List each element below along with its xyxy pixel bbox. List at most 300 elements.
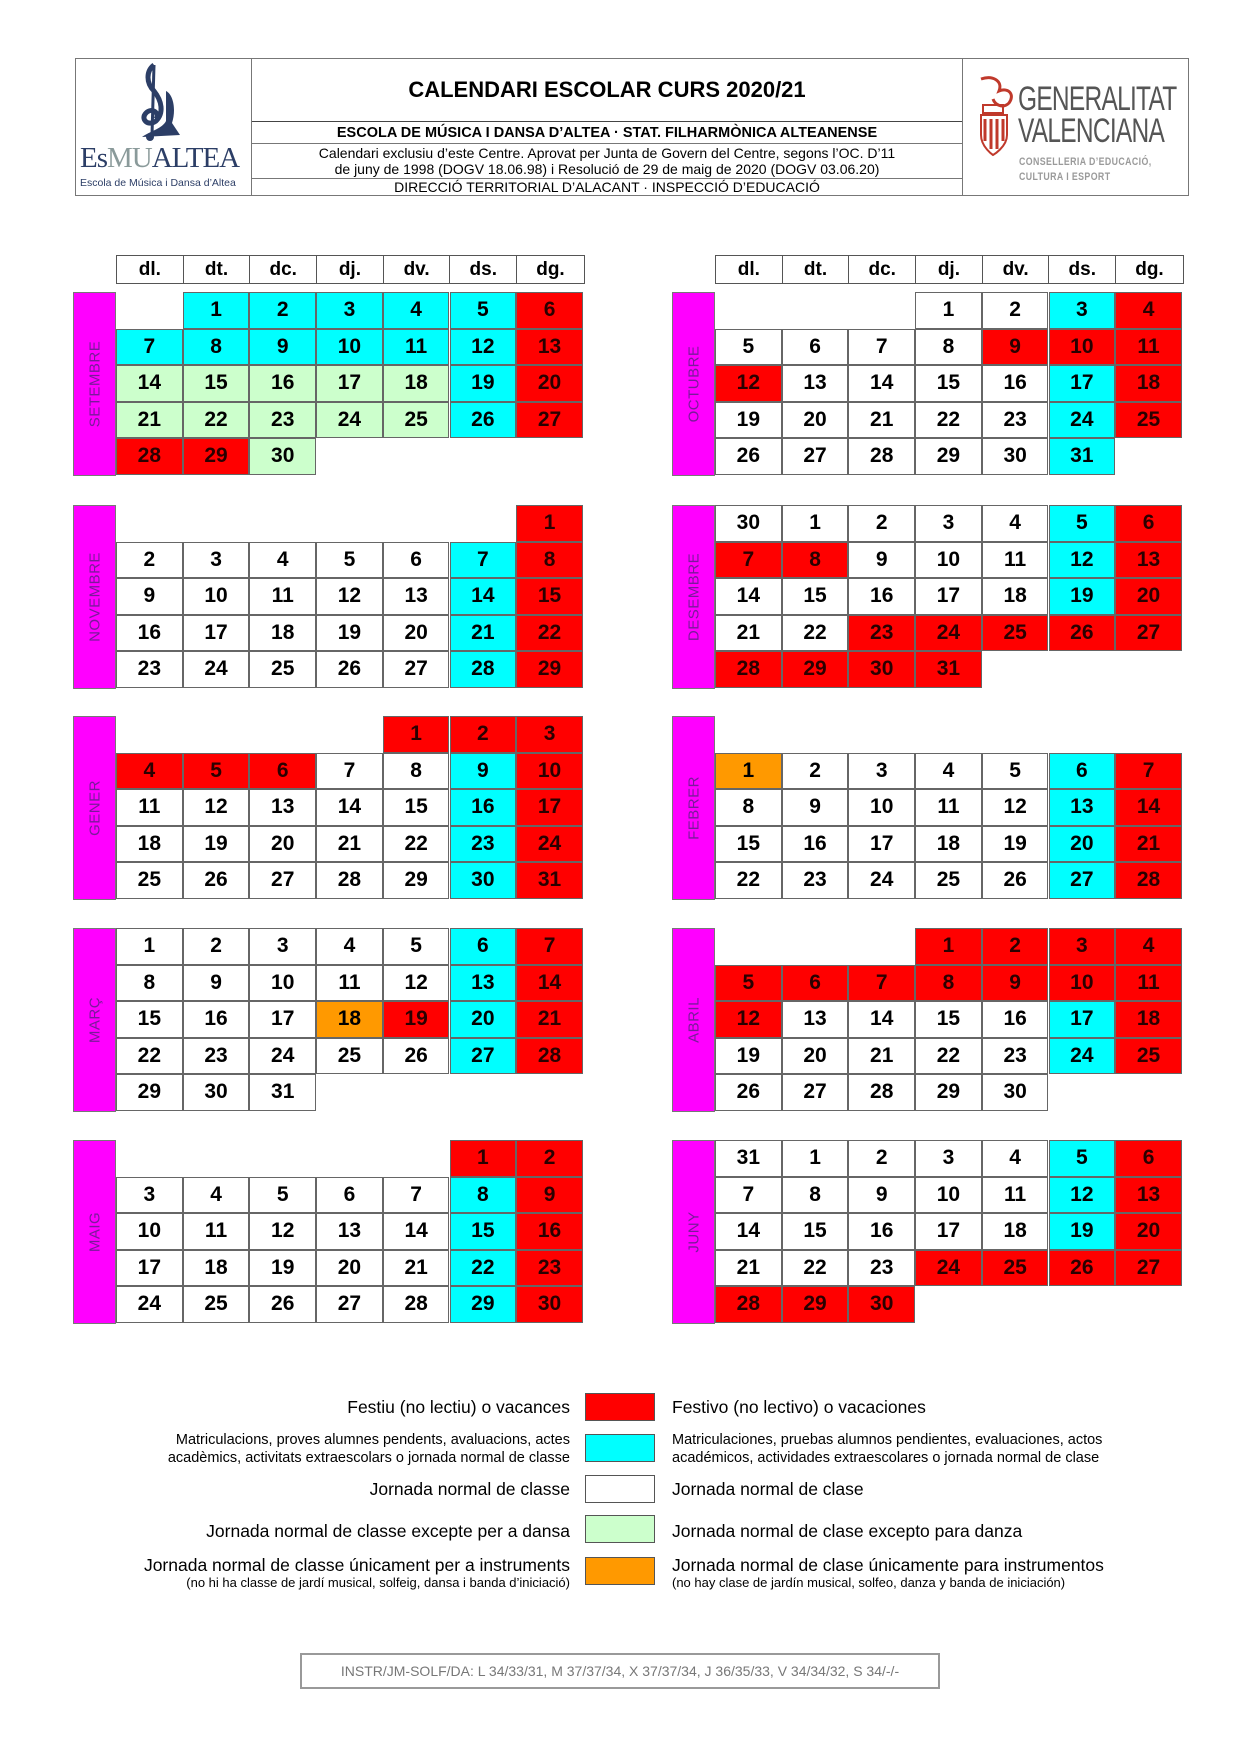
day-cell: 28 — [848, 1074, 915, 1111]
weekday-label: ds. — [1049, 256, 1116, 283]
day-cell: 25 — [915, 862, 982, 899]
day-cell: 6 — [1115, 1140, 1182, 1177]
day-cell: 1 — [915, 928, 982, 965]
day-cell: 17 — [116, 1250, 183, 1287]
esmualtea-logo — [76, 59, 252, 195]
day-cell: 25 — [116, 862, 183, 899]
day-cell: 25 — [183, 1286, 250, 1323]
day-cell: 13 — [782, 365, 849, 402]
day-cell: 24 — [316, 402, 383, 439]
day-cell: 21 — [383, 1250, 450, 1287]
day-cell: 12 — [982, 789, 1049, 826]
day-cell: 19 — [450, 365, 517, 402]
day-cell: 16 — [249, 365, 316, 402]
day-cell: 12 — [316, 578, 383, 615]
day-cell: 29 — [183, 438, 250, 475]
day-cell: 8 — [516, 542, 583, 579]
day-cell: 10 — [183, 578, 250, 615]
day-cell: 30 — [516, 1286, 583, 1323]
header-box — [75, 58, 1189, 196]
day-cell: 23 — [516, 1250, 583, 1287]
day-cell: 28 — [1115, 862, 1182, 899]
day-cell: 13 — [782, 1001, 849, 1038]
day-cell: 9 — [450, 753, 517, 790]
day-cell: 29 — [782, 1286, 849, 1323]
day-cell: 9 — [249, 329, 316, 366]
day-cell: 23 — [183, 1038, 250, 1075]
month-label — [672, 928, 715, 1112]
day-cell: 21 — [848, 402, 915, 439]
day-cell: 24 — [1049, 1038, 1116, 1075]
weekday-label: ds. — [450, 256, 517, 283]
day-cell: 8 — [915, 965, 982, 1002]
day-cell: 9 — [782, 789, 849, 826]
day-cell: 29 — [450, 1286, 517, 1323]
day-cell: 4 — [183, 1177, 250, 1214]
month-label — [672, 716, 715, 900]
day-cell: 2 — [516, 1140, 583, 1177]
day-cell: 23 — [848, 1250, 915, 1287]
day-cell: 3 — [249, 928, 316, 965]
day-cell: 3 — [116, 1177, 183, 1214]
treble-clef-dancer-icon — [128, 61, 188, 143]
day-cell: 18 — [383, 365, 450, 402]
day-cell: 25 — [1115, 402, 1182, 439]
day-cell: 13 — [1115, 542, 1182, 579]
legend-label-val-line2: (no hi ha classe de jardí musical, solfeig, dansa i banda d’iniciació) — [186, 1575, 570, 1590]
day-cell: 12 — [1049, 1177, 1116, 1214]
day-cell: 8 — [183, 329, 250, 366]
legend-label-val-line1: Matriculacions, proves alumnes pendents, avaluacions, actes — [175, 1432, 570, 1448]
legend-label-es — [672, 1431, 1102, 1467]
weekday-label: dl. — [117, 256, 184, 283]
day-cell: 27 — [316, 1286, 383, 1323]
day-cell: 17 — [915, 578, 982, 615]
day-cell: 3 — [183, 542, 250, 579]
day-cell: 8 — [782, 1177, 849, 1214]
day-cell: 1 — [116, 928, 183, 965]
day-cell: 19 — [715, 1038, 782, 1075]
day-cell: 21 — [450, 615, 517, 652]
day-cell: 7 — [1115, 753, 1182, 790]
day-cell: 28 — [848, 438, 915, 475]
day-cell: 8 — [715, 789, 782, 826]
day-cell: 20 — [450, 1001, 517, 1038]
day-cell: 5 — [1049, 1140, 1116, 1177]
day-cell: 6 — [1115, 505, 1182, 542]
day-cell: 6 — [782, 965, 849, 1002]
legend-label-val: Festiu (no lectiu) o vacances — [347, 1397, 570, 1417]
month-name: SETEMBRE — [86, 340, 103, 428]
approval-note-line2: de juny de 1998 (DOGV 18.06.98) i Resolució de 29 de maig de 2020 (DOGV 03.06.20) — [334, 161, 880, 178]
day-cell: 13 — [1115, 1177, 1182, 1214]
day-cell: 20 — [1115, 578, 1182, 615]
generalitat-line1: GENERALITAT — [1018, 80, 1177, 118]
day-cell: 28 — [715, 651, 782, 688]
day-cell: 21 — [316, 826, 383, 863]
day-cell: 10 — [1049, 965, 1116, 1002]
day-cell: 4 — [249, 542, 316, 579]
day-cell: 13 — [1049, 789, 1116, 826]
day-cell: 10 — [316, 329, 383, 366]
day-cell: 4 — [982, 505, 1049, 542]
weekday-label: dv. — [384, 256, 451, 283]
day-cell: 4 — [1115, 292, 1182, 329]
month-label — [672, 292, 715, 476]
weekday-label: dj. — [317, 256, 384, 283]
month-name: OCTUBRE — [685, 345, 702, 423]
month-label — [73, 928, 116, 1112]
day-cell: 9 — [516, 1177, 583, 1214]
legend-label-es-line2: (no hay clase de jardín musical, solfeo, danza y banda de iniciación) — [672, 1575, 1066, 1590]
legend-swatch-white — [585, 1475, 655, 1503]
legend-label-es: Jornada normal de clase — [672, 1479, 864, 1499]
day-cell: 21 — [1115, 826, 1182, 863]
day-cell: 15 — [116, 1001, 183, 1038]
day-cell: 25 — [316, 1038, 383, 1075]
day-cell: 20 — [1115, 1213, 1182, 1250]
day-cell: 5 — [1049, 505, 1116, 542]
day-cell: 13 — [316, 1213, 383, 1250]
day-cell: 20 — [782, 1038, 849, 1075]
day-cell: 7 — [516, 928, 583, 965]
day-cell: 15 — [782, 1213, 849, 1250]
weekday-label: dt. — [783, 256, 850, 283]
day-cell: 1 — [715, 753, 782, 790]
day-cell: 6 — [249, 753, 316, 790]
day-cell: 18 — [116, 826, 183, 863]
day-cell: 11 — [982, 1177, 1049, 1214]
day-cell: 4 — [316, 928, 383, 965]
day-cell: 27 — [1115, 1250, 1182, 1287]
day-cell: 26 — [316, 651, 383, 688]
day-cell: 19 — [316, 615, 383, 652]
day-cell: 8 — [915, 329, 982, 366]
day-cell: 26 — [1049, 615, 1116, 652]
month-name: NOVEMBRE — [86, 552, 103, 642]
weekday-label: dc. — [250, 256, 317, 283]
day-cell: 10 — [915, 1177, 982, 1214]
day-cell: 21 — [116, 402, 183, 439]
generalitat-logo — [963, 59, 1188, 195]
day-cell: 27 — [1049, 862, 1116, 899]
day-cell: 12 — [383, 965, 450, 1002]
day-cell: 5 — [982, 753, 1049, 790]
day-cell: 5 — [249, 1177, 316, 1214]
page-title: CALENDARI ESCOLAR CURS 2020/21 — [252, 59, 962, 122]
day-cell: 1 — [782, 505, 849, 542]
day-cell: 15 — [915, 365, 982, 402]
legend-label-es-line2: académicos, actividades extraescolares o jornada normal de clase — [672, 1450, 1100, 1466]
day-cell: 12 — [183, 789, 250, 826]
month-label — [672, 505, 715, 689]
day-cell: 25 — [1115, 1038, 1182, 1075]
month-name: DESEMBRE — [685, 552, 702, 642]
day-cell: 11 — [183, 1213, 250, 1250]
day-cell: 6 — [1049, 753, 1116, 790]
day-cell: 16 — [516, 1213, 583, 1250]
day-cell: 10 — [1049, 329, 1116, 366]
month-name: GENER — [86, 780, 103, 836]
day-cell: 18 — [183, 1250, 250, 1287]
day-cell: 26 — [249, 1286, 316, 1323]
day-cell: 14 — [316, 789, 383, 826]
day-cell: 23 — [848, 615, 915, 652]
day-cell: 3 — [915, 505, 982, 542]
day-cell: 5 — [715, 329, 782, 366]
day-cell: 17 — [1049, 365, 1116, 402]
day-cell: 1 — [915, 292, 982, 329]
weekday-header-right — [715, 255, 1184, 284]
day-cell: 25 — [982, 615, 1049, 652]
day-cell: 23 — [116, 651, 183, 688]
day-cell: 15 — [450, 1213, 517, 1250]
day-cell: 11 — [915, 789, 982, 826]
day-cell: 4 — [383, 292, 450, 329]
day-cell: 10 — [116, 1213, 183, 1250]
day-cell: 30 — [715, 505, 782, 542]
day-cell: 10 — [249, 965, 316, 1002]
day-cell: 14 — [450, 578, 517, 615]
day-cell: 3 — [1049, 292, 1116, 329]
day-cell: 24 — [516, 826, 583, 863]
day-cell: 18 — [915, 826, 982, 863]
day-cell: 27 — [1115, 615, 1182, 652]
legend-label-val-line1: Jornada normal de classe únicament per a instruments — [143, 1555, 570, 1575]
directorate: DIRECCIÓ TERRITORIAL D’ALACANT · INSPECCIÓ D’EDUCACIÓ — [394, 179, 820, 196]
day-cell: 16 — [848, 578, 915, 615]
day-cell: 10 — [848, 789, 915, 826]
day-cell: 14 — [848, 1001, 915, 1038]
weekday-label: dc. — [849, 256, 916, 283]
day-cell: 19 — [249, 1250, 316, 1287]
weekday-header-left — [116, 255, 585, 284]
day-cell: 18 — [982, 1213, 1049, 1250]
day-cell: 10 — [915, 542, 982, 579]
day-cell: 2 — [982, 928, 1049, 965]
day-cell: 9 — [848, 542, 915, 579]
day-cell: 3 — [915, 1140, 982, 1177]
day-cell: 31 — [1049, 438, 1116, 475]
month-name: MAIG — [86, 1211, 103, 1253]
day-cell: 26 — [982, 862, 1049, 899]
day-cell: 28 — [316, 862, 383, 899]
day-cell: 28 — [116, 438, 183, 475]
day-cell: 11 — [249, 578, 316, 615]
day-cell: 26 — [715, 438, 782, 475]
legend-label-val-line2: acadèmics, activitats extraescolars o jornada normal de classe — [167, 1450, 570, 1466]
day-cell: 18 — [1115, 1001, 1182, 1038]
day-cell: 9 — [982, 329, 1049, 366]
day-cell: 14 — [116, 365, 183, 402]
month-label — [73, 716, 116, 900]
legend-swatch-green — [585, 1515, 655, 1543]
day-cell: 2 — [116, 542, 183, 579]
day-cell: 16 — [116, 615, 183, 652]
day-cell: 20 — [782, 402, 849, 439]
day-cell: 30 — [249, 438, 316, 475]
day-cell: 23 — [782, 862, 849, 899]
day-cell: 21 — [715, 1250, 782, 1287]
day-cell: 27 — [383, 651, 450, 688]
day-cell: 11 — [1115, 965, 1182, 1002]
day-cell: 11 — [982, 542, 1049, 579]
day-cell: 5 — [316, 542, 383, 579]
weekday-label: dl. — [716, 256, 783, 283]
day-cell: 5 — [450, 292, 517, 329]
esmualtea-wordmark: EsMUALTEA — [80, 142, 240, 174]
day-cell: 31 — [516, 862, 583, 899]
day-cell: 22 — [715, 862, 782, 899]
day-cell: 30 — [848, 1286, 915, 1323]
day-cell: 9 — [116, 578, 183, 615]
day-cell: 19 — [383, 1001, 450, 1038]
day-cell: 2 — [848, 1140, 915, 1177]
day-cell: 18 — [249, 615, 316, 652]
day-cell: 19 — [982, 826, 1049, 863]
day-cell: 7 — [848, 329, 915, 366]
day-cell: 15 — [915, 1001, 982, 1038]
day-cell: 12 — [249, 1213, 316, 1250]
day-cell: 21 — [848, 1038, 915, 1075]
day-cell: 5 — [715, 965, 782, 1002]
day-cell: 24 — [249, 1038, 316, 1075]
generalitat-crest-icon — [973, 75, 1019, 165]
day-cell: 17 — [183, 615, 250, 652]
day-cell: 22 — [782, 615, 849, 652]
day-cell: 11 — [116, 789, 183, 826]
legend-swatch-orange — [585, 1557, 655, 1585]
month-label — [73, 292, 116, 476]
day-cell: 16 — [450, 789, 517, 826]
day-cell: 8 — [383, 753, 450, 790]
day-cell: 31 — [249, 1074, 316, 1111]
month-label — [672, 1140, 715, 1324]
day-cell: 14 — [1115, 789, 1182, 826]
day-cell: 12 — [715, 365, 782, 402]
day-cell: 21 — [715, 615, 782, 652]
day-cell: 26 — [383, 1038, 450, 1075]
weekday-label: dt. — [184, 256, 251, 283]
day-cell: 20 — [316, 1250, 383, 1287]
day-cell: 9 — [848, 1177, 915, 1214]
month-name: FEBRER — [685, 776, 702, 840]
day-cell: 22 — [116, 1038, 183, 1075]
day-cell: 24 — [183, 651, 250, 688]
day-cell: 18 — [982, 578, 1049, 615]
day-cell: 29 — [516, 651, 583, 688]
legend-label-es — [672, 1556, 1104, 1590]
day-cell: 15 — [516, 578, 583, 615]
day-cell: 7 — [715, 542, 782, 579]
day-cell: 13 — [450, 965, 517, 1002]
day-cell: 30 — [848, 651, 915, 688]
hours-footer: INSTR/JM-SOLF/DA: L 34/33/31, M 37/37/34, X 37/37/34, J 36/35/33, V 34/34/32, S 34/-/- — [300, 1653, 940, 1689]
day-cell: 9 — [183, 965, 250, 1002]
day-cell: 1 — [782, 1140, 849, 1177]
day-cell: 16 — [982, 365, 1049, 402]
day-cell: 27 — [249, 862, 316, 899]
day-cell: 29 — [383, 862, 450, 899]
conselleria-line2: CULTURA I ESPORT — [1019, 171, 1111, 183]
day-cell: 4 — [982, 1140, 1049, 1177]
day-cell: 8 — [116, 965, 183, 1002]
day-cell: 2 — [450, 716, 517, 753]
day-cell: 24 — [116, 1286, 183, 1323]
day-cell: 30 — [982, 438, 1049, 475]
day-cell: 28 — [516, 1038, 583, 1075]
esmualtea-subtitle: Escola de Música i Dansa d’Altea — [80, 177, 236, 189]
day-cell: 4 — [116, 753, 183, 790]
day-cell: 22 — [450, 1250, 517, 1287]
day-cell: 15 — [383, 789, 450, 826]
month-name: MARÇ — [86, 996, 103, 1044]
legend-swatch-red — [585, 1393, 655, 1421]
conselleria-line1: CONSELLERIA D’EDUCACIÓ, — [1019, 156, 1152, 168]
legend-label-es-line1: Matriculaciones, pruebas alumnos pendientes, evaluaciones, actos — [672, 1432, 1103, 1448]
day-cell: 7 — [316, 753, 383, 790]
day-cell: 27 — [450, 1038, 517, 1075]
approval-note-line1: Calendari exclusiu d’este Centre. Aprovat per Junta de Govern del Centre, segons l’OC. D’11 — [318, 145, 896, 162]
day-cell: 24 — [848, 862, 915, 899]
day-cell: 13 — [516, 329, 583, 366]
day-cell: 12 — [715, 1001, 782, 1038]
day-cell: 24 — [1049, 402, 1116, 439]
day-cell: 26 — [183, 862, 250, 899]
day-cell: 6 — [450, 928, 517, 965]
day-cell: 11 — [316, 965, 383, 1002]
generalitat-line2: VALENCIANA — [1018, 112, 1165, 150]
day-cell: 25 — [383, 402, 450, 439]
conselleria-name — [1019, 155, 1152, 185]
day-cell: 26 — [715, 1074, 782, 1111]
day-cell: 29 — [915, 438, 982, 475]
day-cell: 27 — [782, 1074, 849, 1111]
day-cell: 29 — [782, 651, 849, 688]
day-cell: 23 — [249, 402, 316, 439]
day-cell: 17 — [848, 826, 915, 863]
day-cell: 18 — [1115, 365, 1182, 402]
day-cell: 6 — [383, 542, 450, 579]
legend-label-val — [168, 1431, 570, 1467]
day-cell: 7 — [383, 1177, 450, 1214]
day-cell: 17 — [249, 1001, 316, 1038]
legend-label-es: Jornada normal de clase excepto para danza — [672, 1521, 1023, 1541]
weekday-label: dj. — [916, 256, 983, 283]
day-cell: 2 — [249, 292, 316, 329]
legend-label-val: Jornada normal de classe excepte per a dansa — [206, 1521, 570, 1541]
day-cell: 19 — [183, 826, 250, 863]
day-cell: 2 — [183, 928, 250, 965]
day-cell: 9 — [982, 965, 1049, 1002]
day-cell: 1 — [183, 292, 250, 329]
month-name: ABRIL — [685, 997, 702, 1043]
day-cell: 1 — [383, 716, 450, 753]
day-cell: 8 — [782, 542, 849, 579]
school-name: ESCOLA DE MÚSICA I DANSA D’ALTEA · STAT. FILHARMÒNICA ALTEANENSE — [252, 122, 962, 144]
day-cell: 15 — [782, 578, 849, 615]
day-cell: 19 — [1049, 578, 1116, 615]
day-cell: 30 — [450, 862, 517, 899]
day-cell: 29 — [116, 1074, 183, 1111]
approval-note — [252, 144, 962, 179]
day-cell: 11 — [383, 329, 450, 366]
day-cell: 31 — [915, 651, 982, 688]
day-cell: 27 — [516, 402, 583, 439]
day-cell: 2 — [848, 505, 915, 542]
day-cell: 21 — [516, 1001, 583, 1038]
day-cell: 6 — [516, 292, 583, 329]
